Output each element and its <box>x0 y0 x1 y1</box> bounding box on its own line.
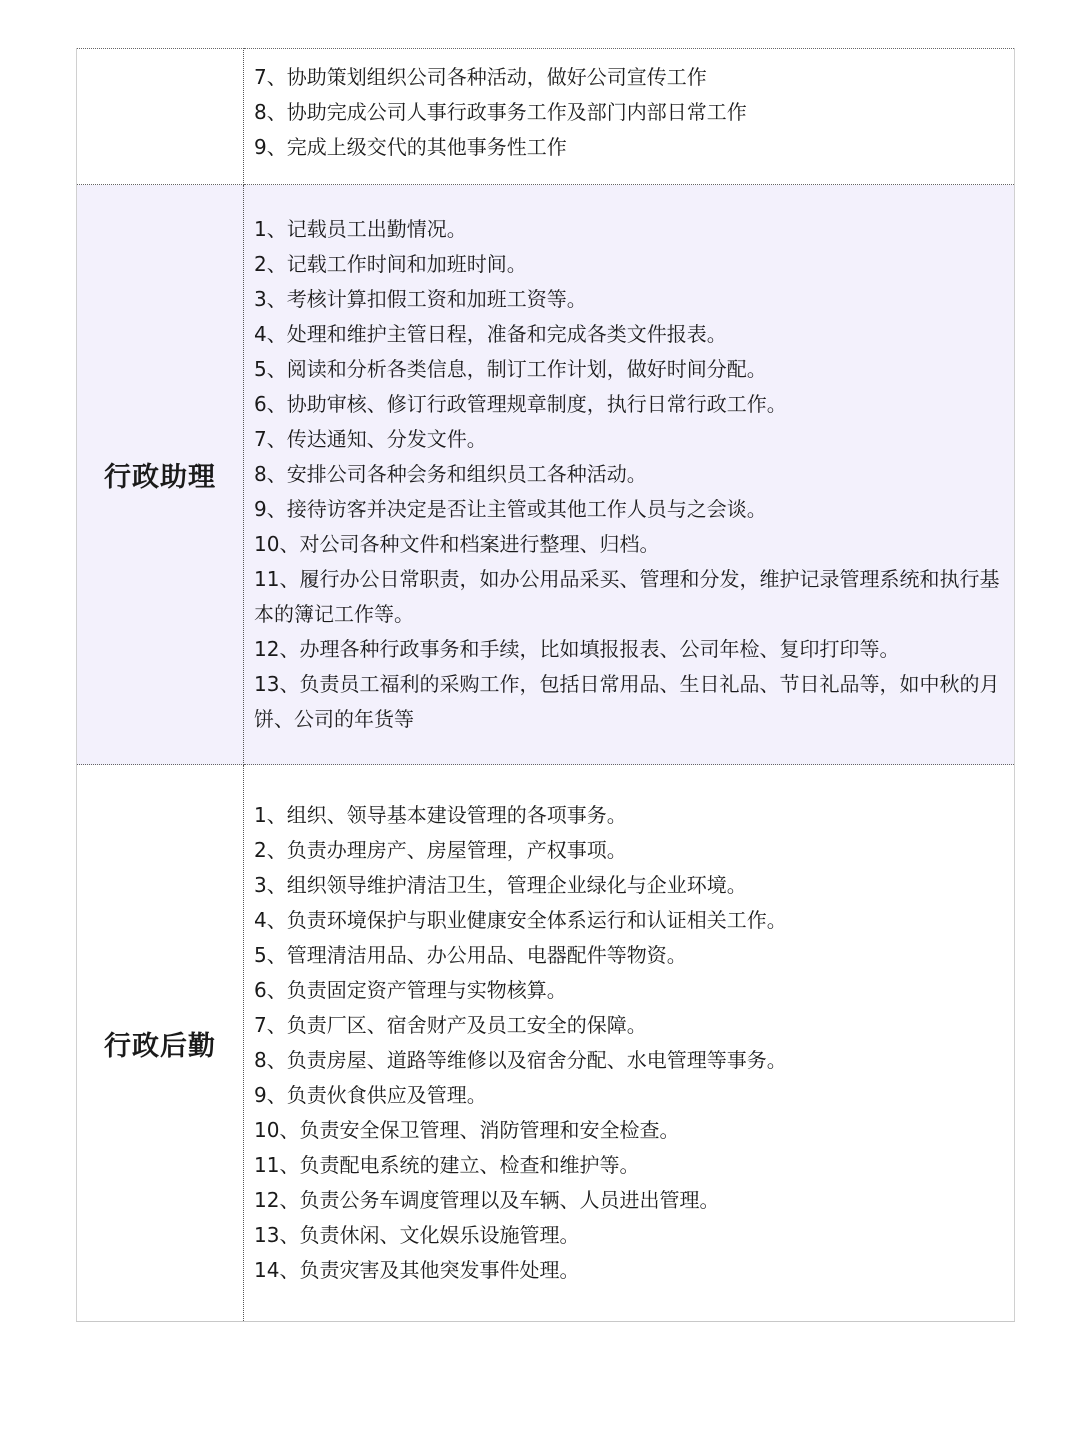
list-item: 3、考核计算扣假工资和加班工资等。 <box>254 287 587 311</box>
role-cell-admin-logistics: 行政后勤 <box>77 765 244 1322</box>
table-row <box>77 49 1015 185</box>
list-item: 4、处理和维护主管日程，准备和完成各类文件报表。 <box>254 322 727 346</box>
duties-cell <box>244 185 1015 765</box>
duties-cell <box>244 765 1015 1322</box>
list-item: 14、负责灾害及其他突发事件处理。 <box>254 1258 580 1282</box>
list-item: 13、负责休闲、文化娱乐设施管理。 <box>254 1223 580 1247</box>
list-item: 11、履行办公日常职责，如办公用品采买、管理和分发，维护记录管理系统和执行基本的簿记工作等。 <box>254 567 1000 626</box>
list-item: 8、协助完成公司人事行政事务工作及部门内部日常工作 <box>254 100 747 124</box>
list-item: 1、记载员工出勤情况。 <box>254 217 467 241</box>
duty-table <box>76 48 1015 1322</box>
list-item: 5、管理清洁用品、办公用品、电器配件等物资。 <box>254 943 687 967</box>
list-item: 8、安排公司各种会务和组织员工各种活动。 <box>254 462 647 486</box>
role-cell-admin-assistant: 行政助理 <box>77 185 244 765</box>
list-item: 9、负责伙食供应及管理。 <box>254 1083 487 1107</box>
list-item: 9、接待访客并决定是否让主管或其他工作人员与之会谈。 <box>254 497 767 521</box>
list-item: 7、传达通知、分发文件。 <box>254 427 487 451</box>
list-item: 4、负责环境保护与职业健康安全体系运行和认证相关工作。 <box>254 908 787 932</box>
list-item: 3、组织领导维护清洁卫生，管理企业绿化与企业环境。 <box>254 873 747 897</box>
list-item: 5、阅读和分析各类信息，制订工作计划，做好时间分配。 <box>254 357 767 381</box>
list-item: 7、负责厂区、宿舍财产及员工安全的保障。 <box>254 1013 647 1037</box>
list-item: 2、负责办理房产、房屋管理，产权事项。 <box>254 838 627 862</box>
list-item: 10、对公司各种文件和档案进行整理、归档。 <box>254 532 660 556</box>
list-item: 11、负责配电系统的建立、检查和维护等。 <box>254 1153 640 1177</box>
list-item: 7、协助策划组织公司各种活动，做好公司宣传工作 <box>254 65 707 89</box>
list-item: 6、负责固定资产管理与实物核算。 <box>254 978 567 1002</box>
list-item: 2、记载工作时间和加班时间。 <box>254 252 527 276</box>
duties-cell <box>244 49 1015 185</box>
duty-list <box>244 798 1014 1288</box>
duty-list <box>244 212 1014 737</box>
list-item: 9、完成上级交代的其他事务性工作 <box>254 135 567 159</box>
table-row <box>77 765 1015 1322</box>
list-item: 12、办理各种行政事务和手续，比如填报报表、公司年检、复印打印等。 <box>254 637 900 661</box>
list-item: 6、协助审核、修订行政管理规章制度，执行日常行政工作。 <box>254 392 787 416</box>
role-cell <box>77 49 244 185</box>
list-item: 10、负责安全保卫管理、消防管理和安全检查。 <box>254 1118 680 1142</box>
list-item: 12、负责公务车调度管理以及车辆、人员进出管理。 <box>254 1188 720 1212</box>
list-item: 8、负责房屋、道路等维修以及宿舍分配、水电管理等事务。 <box>254 1048 787 1072</box>
table-row <box>77 185 1015 765</box>
list-item: 13、负责员工福利的采购工作，包括日常用品、生日礼品、节日礼品等，如中秋的月饼、公司的年货等 <box>254 672 1000 731</box>
list-item: 1、组织、领导基本建设管理的各项事务。 <box>254 803 627 827</box>
duty-list <box>244 60 1014 165</box>
